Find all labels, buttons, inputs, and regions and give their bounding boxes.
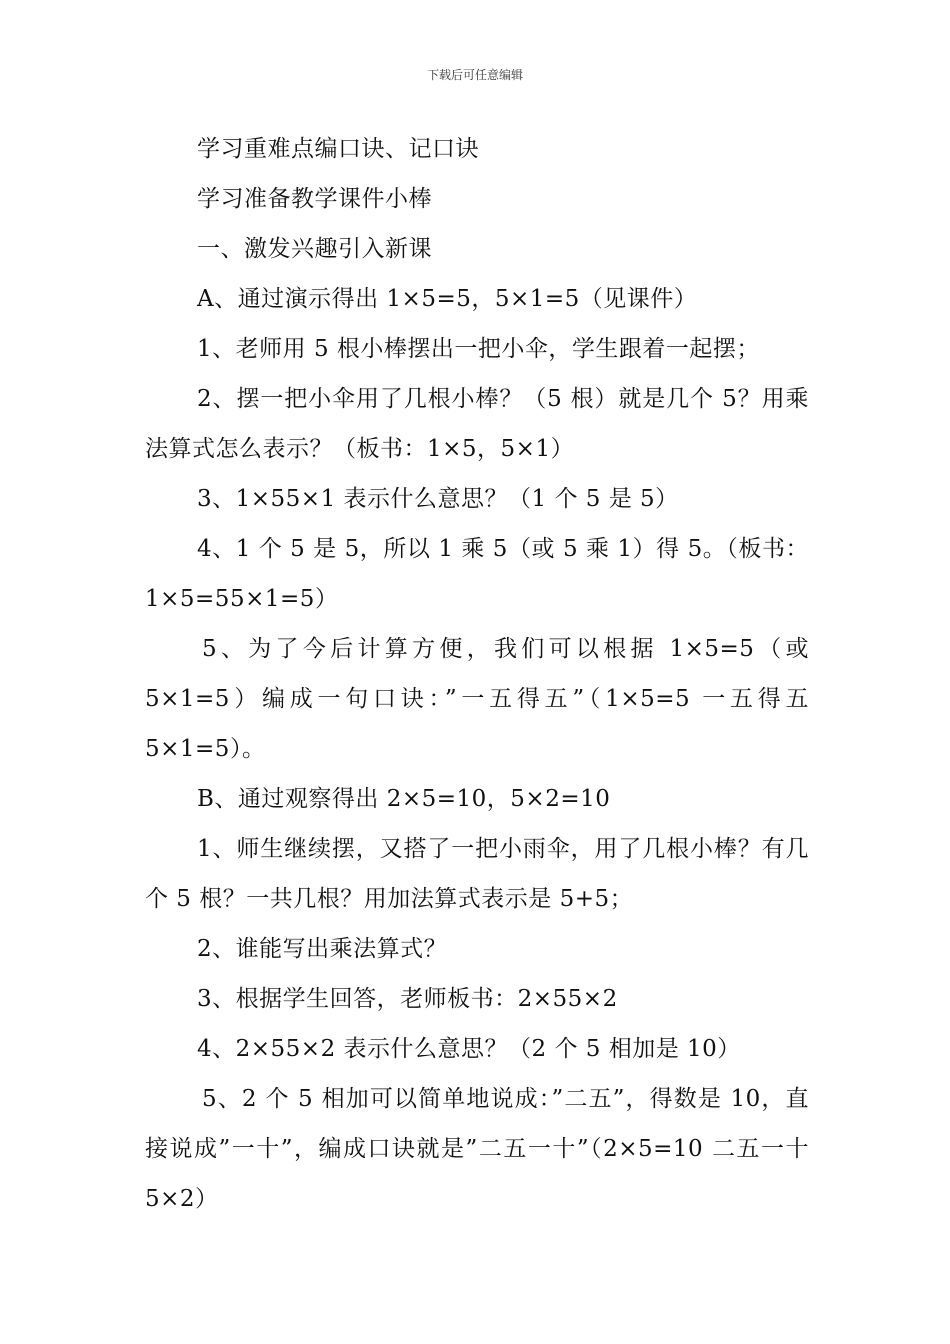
step-b2: 2、谁能写出乘法算式？ xyxy=(197,936,448,962)
step-b4: 4、2×55×2 表示什么意思？（2 个 5 相加是 10） xyxy=(197,1036,741,1062)
subsection-a: A、通过演示得出 1×5=5，5×1=5（见课件） xyxy=(197,286,698,312)
step-b5: 5、2 个 5 相加可以简单地说成：”二五”，得数是 10，直接说成”一十”，编成口诀就是”二五一十”（2×5=10 二五一十 5×2） xyxy=(145,1086,817,1212)
document-body xyxy=(145,124,817,1224)
section-heading-1: 一、激发兴趣引入新课 xyxy=(197,236,432,262)
step-b1: 1、师生继续摆，又搭了一把小雨伞，用了几根小棒？有几个 5 根？一共几根？用加法算式表示是 5+5； xyxy=(145,836,809,912)
page-header: 下载后可任意编辑 xyxy=(426,68,523,82)
paragraph-preparation: 学习准备教学课件小棒 xyxy=(197,186,432,212)
step-a5: 5、为了今后计算方便，我们可以根据 1×5=5（或 5×1=5）编成一句口诀：”一五得五”（1×5=5 一五得五 5×1=5）。 xyxy=(145,636,817,762)
step-b3: 3、根据学生回答，老师板书：2×55×2 xyxy=(197,986,618,1012)
step-a2: 2、摆一把小伞用了几根小棒？（5 根）就是几个 5？用乘法算式怎么表示？（板书：1×5，5×1） xyxy=(145,386,809,462)
subsection-b: B、通过观察得出 2×5=10，5×2=10 xyxy=(197,786,611,812)
step-a1: 1、老师用 5 根小棒摆出一把小伞，学生跟着一起摆； xyxy=(197,336,760,362)
step-a4: 4、1 个 5 是 5，所以 1 乘 5（或 5 乘 1）得 5。（板书：1×5=55×1=5） xyxy=(145,536,809,612)
step-a3: 3、1×55×1 表示什么意思？（1 个 5 是 5） xyxy=(197,486,679,512)
paragraph-key-points: 学习重难点编口诀、记口诀 xyxy=(197,136,479,162)
